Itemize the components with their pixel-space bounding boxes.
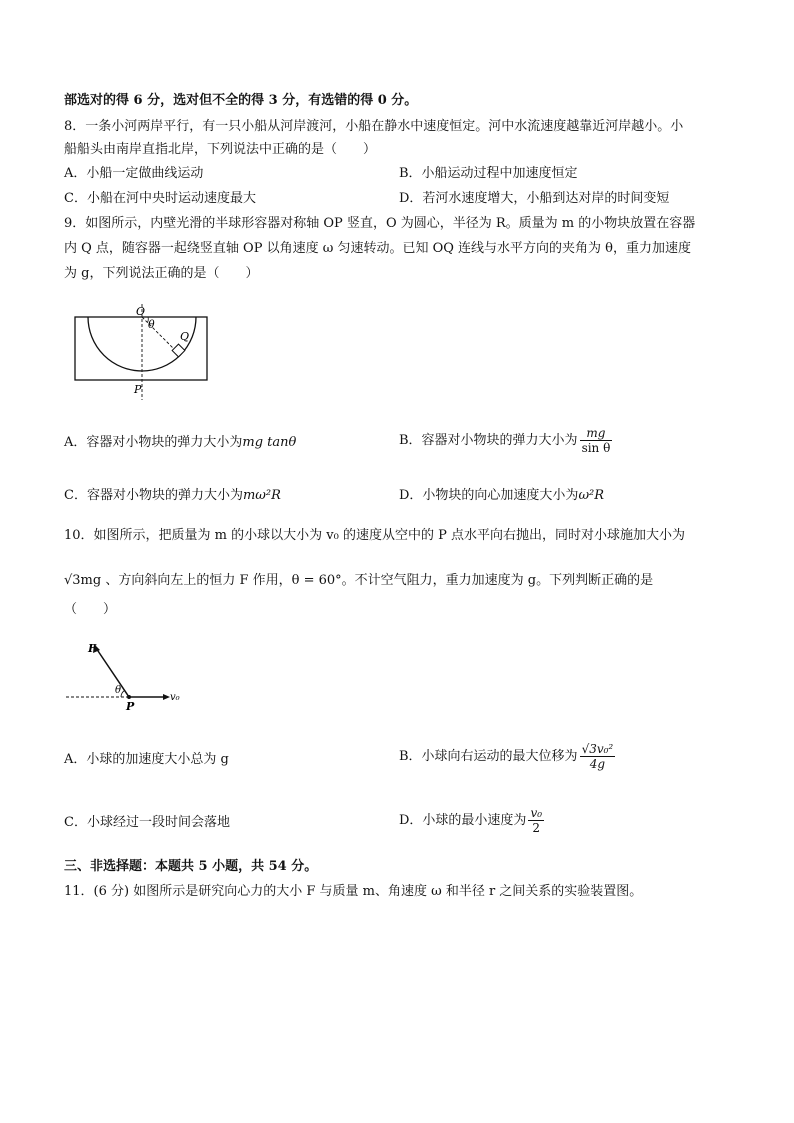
label-theta: θ: [148, 318, 155, 331]
q8-stem-line2: 船船头由南岸直指北岸，下列说法中正确的是（ ）: [64, 142, 377, 157]
q8-option-c: C．小船在河中央时运动速度最大: [64, 191, 256, 206]
q10-option-a: A．小球的加速度大小总为 g: [64, 752, 229, 767]
q9-option-d-math: ω²R: [578, 488, 605, 503]
label-f: F: [88, 642, 96, 655]
label-p: P: [134, 383, 142, 396]
q10-option-d-text: D．小球的最小速度为: [399, 813, 527, 828]
q9-option-a-math: mg tanθ: [242, 435, 297, 450]
q9-option-d-text: D．小物块的向心加速度大小为: [399, 488, 579, 503]
q10-option-d-denominator: 2: [532, 821, 541, 835]
q8-option-b: B．小船运动过程中加速度恒定: [399, 166, 578, 181]
point-p: [127, 695, 131, 699]
q9-option-c-math: mω²R: [242, 488, 281, 503]
q9-option-b-text: B．容器对小物块的弹力大小为: [399, 433, 578, 448]
q10-option-d-numerator: v₀: [530, 806, 543, 820]
scoring-note: 部选对的得 6 分，选对但不全的得 3 分，有选错的得 0 分。: [64, 93, 418, 108]
q8-option-a: A．小船一定做曲线运动: [64, 166, 204, 181]
q10-option-b-numerator: √3v₀²: [581, 742, 614, 756]
q10-option-b: [399, 742, 615, 771]
q10-stem-line3: （ ）: [64, 602, 117, 617]
q10-option-b-text: B．小球向右运动的最大位移为: [399, 749, 578, 764]
q9-stem-line3: 为 g，下列说法正确的是（ ）: [64, 266, 259, 281]
label-q: Q: [180, 330, 190, 343]
q9-option-c: [64, 487, 281, 505]
q9-option-b: [399, 426, 612, 455]
q9-option-d: [399, 487, 604, 505]
q8-option-d: D．若河水速度增大，小船到达对岸的时间变短: [399, 191, 670, 206]
q10-stem-line2: √3mg 、方向斜向左上的恒力 F 作用，θ = 60°。不计空气阻力，重力加速度为 g。下列判断正确的是: [64, 573, 654, 588]
q9-stem-line2: 内 Q 点，随容器一起绕竖直轴 OP 以角速度 ω 匀速转动。已知 OQ 连线与水平方向的夹角为 θ，重力加速度: [64, 241, 691, 256]
force-f-arrow: [96, 648, 129, 697]
label-v0: v₀: [170, 692, 180, 703]
label-theta: θ: [115, 685, 122, 696]
q10-option-d: [399, 806, 544, 835]
q9-option-c-text: C．容器对小物块的弹力大小为: [64, 488, 243, 503]
q11-stem: 11．(6 分) 如图所示是研究向心力的大小 F 与质量 m、角速度 ω 和半径 r 之间关系的实验装置图。: [64, 884, 643, 899]
q9-option-a-text: A．容器对小物块的弹力大小为: [64, 435, 243, 450]
q9-option-b-denominator: sin θ: [581, 441, 611, 455]
section-3-heading: 三、非选择题：本题共 5 小题，共 54 分。: [64, 859, 318, 874]
q10-force-figure: [64, 632, 194, 712]
q10-stem-line1: 10．如图所示，把质量为 m 的小球以大小为 v₀ 的速度从空中的 P 点水平向右抛出，同时对小球施加大小为: [64, 528, 685, 543]
label-p: P: [126, 700, 135, 712]
q10-option-b-denominator: 4g: [589, 757, 606, 771]
q9-option-a: [64, 434, 296, 452]
block-q: [172, 344, 185, 357]
q9-hemisphere-figure: [70, 302, 220, 402]
q9-option-b-numerator: mg: [580, 426, 613, 441]
label-o: O: [136, 305, 146, 318]
q10-option-c: C．小球经过一段时间会落地: [64, 815, 230, 830]
q8-stem-line1: 8．一条小河两岸平行，有一只小船从河岸渡河，小船在静水中速度恒定。河中水流速度越靠近河岸越小。小: [64, 119, 684, 134]
q9-stem-line1: 9．如图所示，内壁光滑的半球形容器对称轴 OP 竖直，O 为圆心，半径为 R。质量为 m 的小物块放置在容器: [64, 216, 696, 231]
